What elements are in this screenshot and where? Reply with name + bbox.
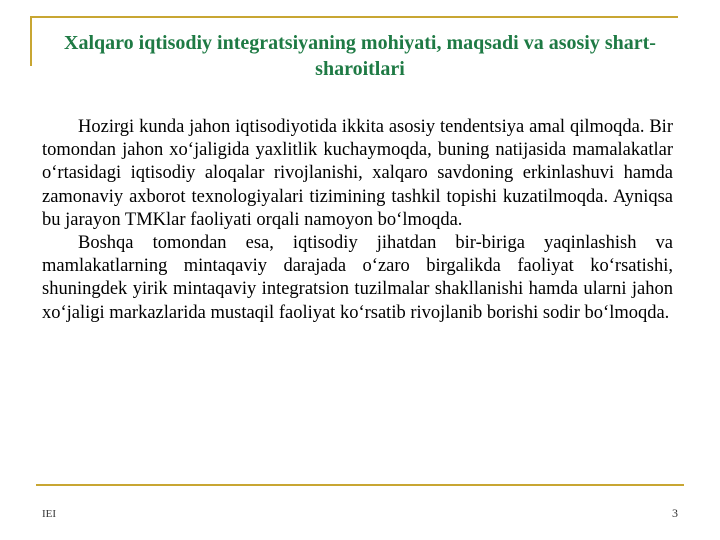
slide-title: Xalqaro iqtisodiy integratsiyaning mohiyati, maqsadi va asosiy shart-sharoitlari — [64, 32, 656, 80]
page-number: 3 — [672, 506, 678, 520]
left-rule-line — [30, 16, 32, 66]
paragraph-1: Hozirgi kunda jahon iqtisodiyotida ikkita asosiy tendentsiya amal qilmoqda. Bir tomondan jahon xo‘jaligida yaxlitlik kuchaymoqda, buning natijasida mamalakatlar o‘rtasidagi iqtisodiy aloqalar rivojlanishi, xalqaro savdoning erkinlashuvi hamda zamonaviy axborot texnologiyalari tizimining tashkil topishi kuzatilmoqda. Ayniqsa bu jarayon TMKlar faoliyati orqali namoyon bo‘lmoqda. — [42, 117, 673, 230]
slide-body — [42, 116, 673, 325]
footer-label: IEI — [42, 508, 57, 520]
top-rule-line — [30, 16, 678, 18]
paragraph-2: Boshqa tomondan esa, iqtisodiy jihatdan bir-biriga yaqinlashish va mamlakatlarning mintaqaviy darajada o‘zaro birgalikda faoliyat ko‘rsatishi, shuningdek yirik mintaqaviy integratsion tuzilmalar shakllanishi hamda ularni jahon xo‘jaligi markazlarida mustaqil faoliyat ko‘rsatib rivojlanib borishi sodir bo‘lmoqda. — [42, 233, 673, 323]
bottom-rule-line — [36, 484, 684, 486]
